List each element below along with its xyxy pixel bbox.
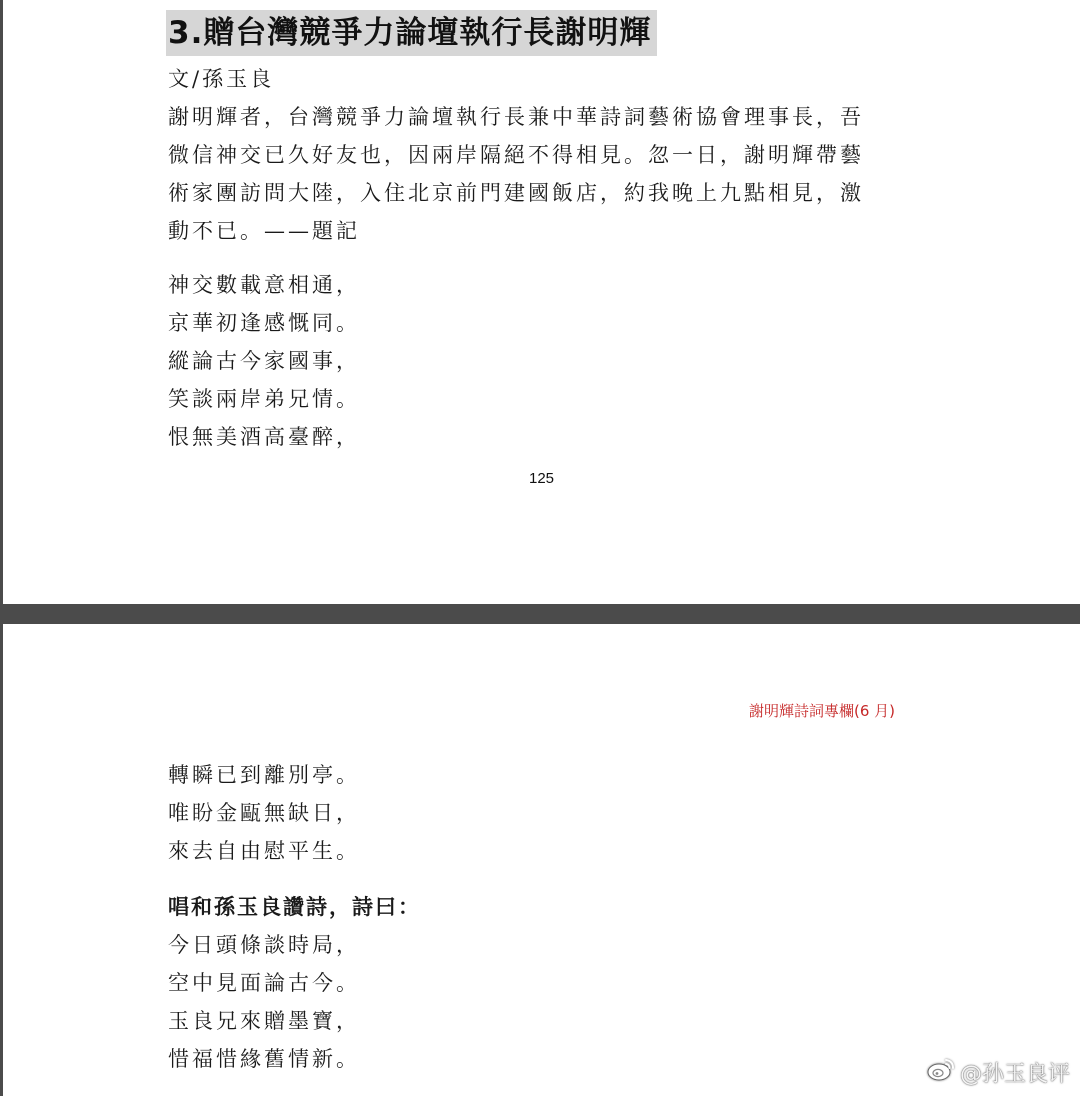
page-number: 125 [528, 470, 555, 487]
poem-line: 縱論古今家國事， [168, 349, 360, 373]
preface-line: 動不已。——題記 [168, 219, 360, 243]
reply-poem-line: 今日頭條談時局， [168, 933, 360, 957]
author-line: 文/孫玉良 [168, 67, 275, 91]
weibo-watermark [926, 1056, 1070, 1088]
article-title: 3.贈台灣競爭力論壇執行長謝明輝 [166, 10, 657, 56]
preface-line: 微信神交已久好友也，因兩岸隔絕不得相見。忽一日，謝明輝帶藝 [168, 143, 864, 167]
poem-line: 唯盼金甌無缺日， [168, 801, 360, 825]
weibo-icon [926, 1056, 956, 1088]
poem-line: 恨無美酒高臺醉， [168, 425, 360, 449]
poem-line: 笑談兩岸弟兄情。 [168, 387, 360, 411]
reply-poem-line: 玉良兄來贈墨寶， [168, 1009, 360, 1033]
document-page-125 [3, 0, 1080, 604]
reply-heading: 唱和孫玉良讚詩，詩曰： [168, 895, 421, 919]
poem-line: 來去自由慰平生。 [168, 839, 360, 863]
document-page-126 [3, 624, 1080, 1096]
reply-poem-line: 惜福惜緣舊情新。 [168, 1047, 360, 1071]
reply-poem-line: 空中見面論古今。 [168, 971, 360, 995]
poem-line: 京華初逢感慨同。 [168, 311, 360, 335]
poem-line: 轉瞬已到離別亭。 [168, 763, 360, 787]
column-header: 謝明輝詩詞專欄(6 月) [749, 702, 896, 720]
preface-line: 術家團訪問大陸，入住北京前門建國飯店，約我晚上九點相見，激 [168, 181, 864, 205]
watermark-text: @孙玉良评 [959, 1061, 1070, 1087]
preface-line: 謝明輝者，台灣競爭力論壇執行長兼中華詩詞藝術協會理事長，吾 [168, 105, 864, 129]
poem-line: 神交數載意相通， [168, 273, 360, 297]
